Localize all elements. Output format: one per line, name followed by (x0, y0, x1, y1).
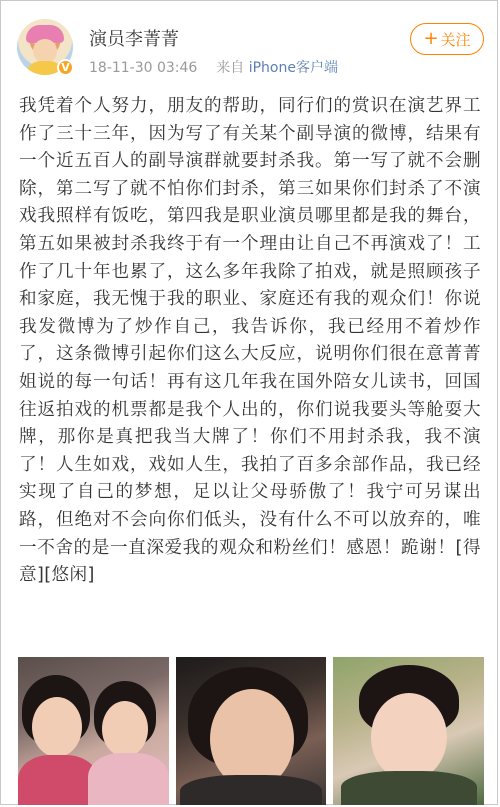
author-name[interactable]: 演员李菁菁 (89, 29, 179, 50)
verified-badge-icon: V (57, 59, 74, 76)
post-source[interactable]: iPhone客户端 (248, 60, 338, 76)
follow-button-label: 关注 (440, 30, 471, 49)
photo-selfie-1[interactable] (176, 657, 326, 805)
avatar-face (33, 39, 57, 63)
post-meta (89, 57, 338, 77)
photo-grid (18, 657, 484, 805)
post-header (1, 1, 497, 93)
source-prefix: 来自 (216, 60, 245, 76)
photo-mother-daughter[interactable] (18, 657, 169, 805)
post-text: 我凭着个人努力，朋友的帮助，同行们的赏识在演艺界工作了三十三年，因为写了有关某个副导演的微博，结果有一个近五百人的副导演群就要封杀我。第一写了就不会删除，第二写了就不怕你们封杀，第三如果你们封杀了不演戏我照样有饭吃，第四我是职业演员哪里都是我的舞台，第五如果被封杀我终于有一个理由让自己不再演戏了！工作了几十年也累了，这么多年我除了拍戏，就是照顾孩子和家庭，我无愧于我的职业、家庭还有我的观众们！你说我发微博为了炒作自己，我告诉你，我已经用不着炒作了，这条微博引起你们这么大反应，说明你们很在意菁菁姐说的每一句话！再有这几年我在国外陪女儿读书，回国往返拍戏的机票都是我个人出的，你们说我要头等舱耍大牌，那你是真把我当大牌了！你们不用封杀我，我不演了！人生如戏，戏如人生，我拍了百多余部作品，我已经实现了自己的梦想，足以让父母骄傲了！我宁可另谋出路，但绝对不会向你们低头，没有什么不可以放弃的，唯一不舍的是一直深爱我的观众和粉丝们！感恩！跪谢！[得意][悠闲] (19, 96, 481, 586)
plus-icon: + (423, 28, 439, 49)
photo-selfie-2[interactable] (333, 657, 484, 805)
post-timestamp: 18-11-30 03:46 (89, 60, 198, 76)
follow-button[interactable] (410, 23, 484, 55)
